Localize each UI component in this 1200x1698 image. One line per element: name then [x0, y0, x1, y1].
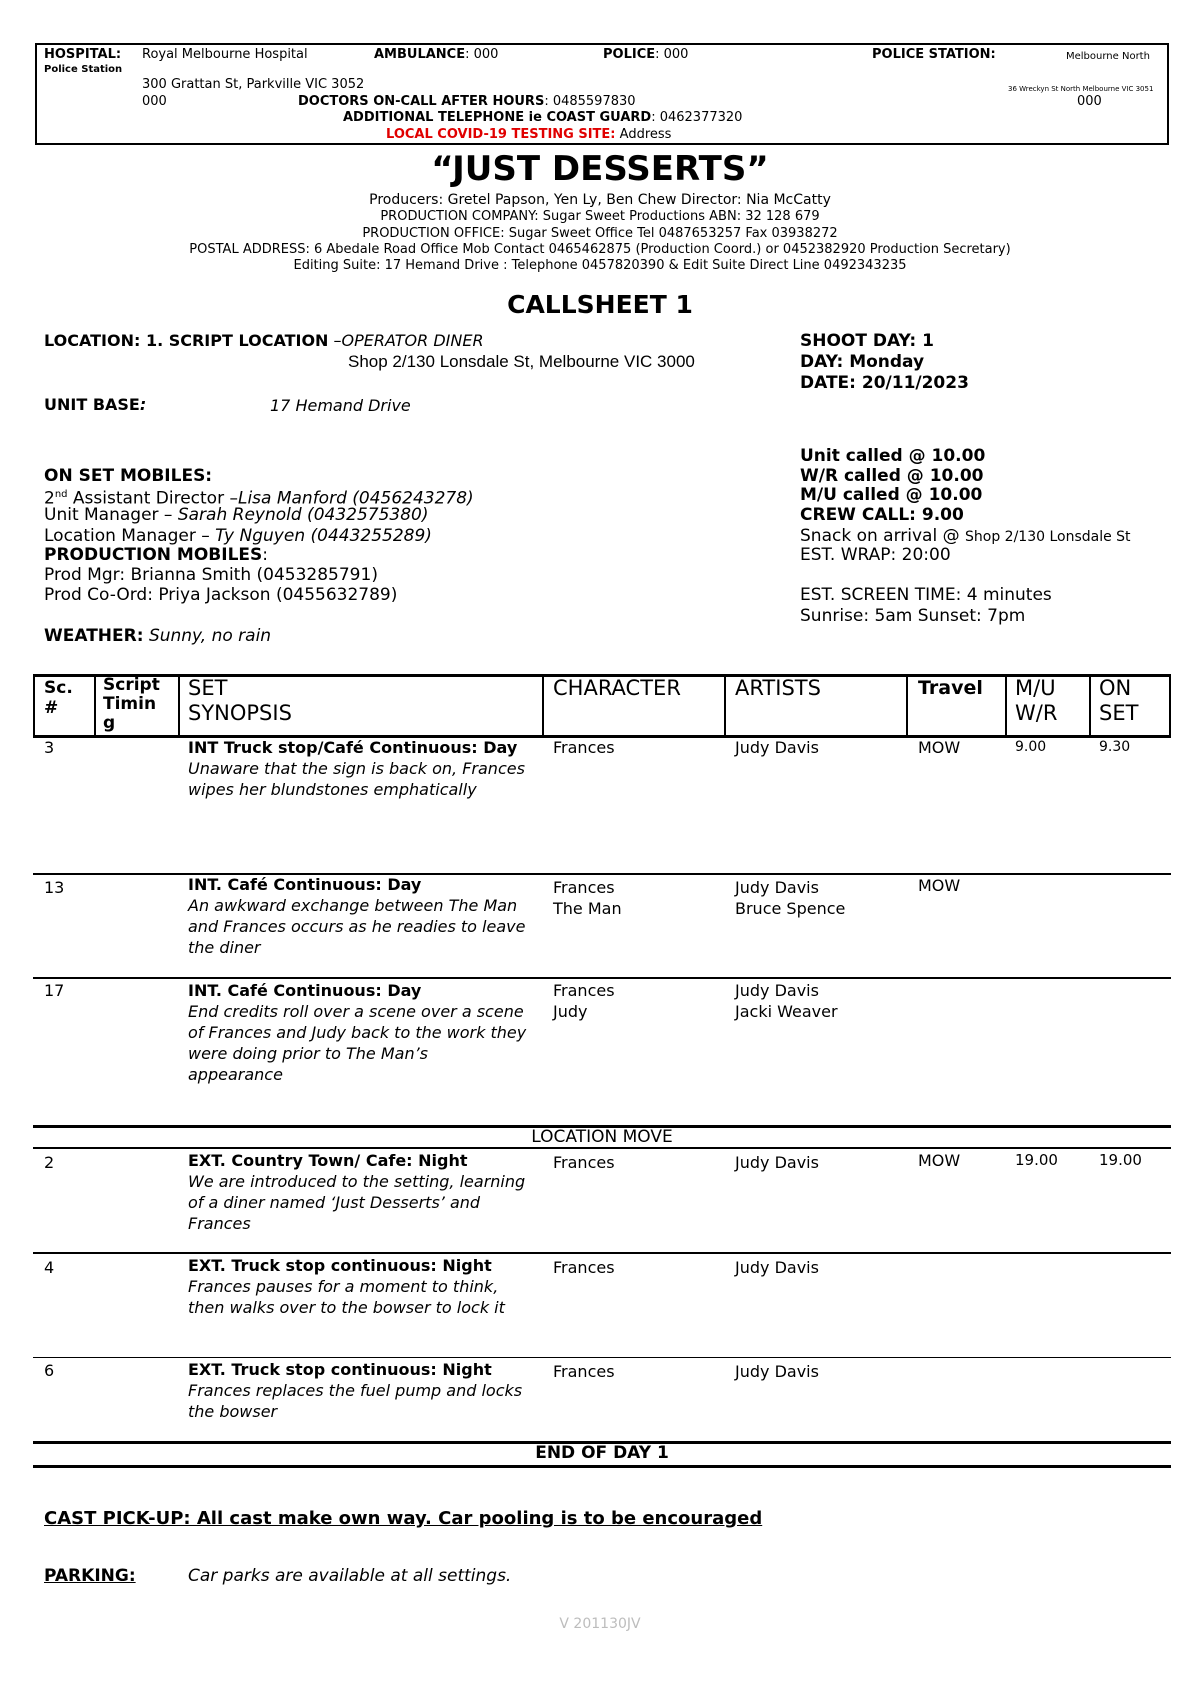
header-divider: [178, 674, 180, 737]
unit-called: Unit called @ 10.00: [800, 446, 986, 466]
travel-value: MOW: [918, 876, 961, 895]
character-name: Frances: [553, 981, 615, 1000]
artist-name: Bruce Spence: [735, 899, 846, 918]
scene-number: 13: [44, 878, 65, 897]
production-mobiles-colon: :: [262, 545, 268, 565]
header-on-set: [1099, 676, 1138, 726]
header-divider: [1005, 674, 1007, 737]
snack-line: [800, 526, 1131, 547]
scene-number: 6: [44, 1361, 55, 1380]
header-set-line-1: SET: [188, 676, 228, 700]
cast-pickup-note: [44, 1508, 762, 1530]
header-set-synopsis: [188, 676, 292, 726]
production-office-line: PRODUCTION OFFICE: Sugar Sweet Office Tel 0487653257 Fax 03938272: [362, 226, 838, 241]
header-timing-line-3: g: [103, 713, 116, 733]
shoot-weekday: DAY: Monday: [800, 352, 925, 372]
covid-value: Address: [615, 127, 672, 142]
ad-role: Assistant Director –: [67, 488, 238, 509]
snack-location: Shop 2/130 Lonsdale St: [965, 529, 1131, 545]
ad-name: Lisa Manford (0456243278): [237, 488, 474, 509]
scene-number: 4: [44, 1258, 55, 1277]
artist-name: Judy Davis: [735, 738, 819, 757]
travel-value: MOW: [918, 1151, 961, 1170]
header-onset-line-1: ON: [1099, 676, 1132, 700]
section-rule: [33, 1465, 1171, 1468]
wr-called: W/R called @ 10.00: [800, 466, 984, 486]
on-set-time: 9.30: [1099, 739, 1131, 755]
scene-description: Frances pauses for a moment to think, then walks over to the bowser to lock it: [188, 1277, 505, 1317]
scene-heading: EXT. Truck stop continuous: Night: [188, 1360, 492, 1379]
um-role: Unit Manager –: [44, 505, 178, 525]
scene-heading: INT. Café Continuous: Day: [188, 981, 422, 1000]
police-station-sub-label: Police Station: [44, 64, 123, 75]
unit-base-label: UNIT BASE: [44, 395, 140, 414]
cast-pickup-text: CAST PICK-UP: All cast make own way. Car pooling is to be encouraged: [44, 1508, 763, 1529]
character-name: Judy: [553, 1002, 588, 1021]
unit-base-line: [44, 395, 146, 415]
ad-suffix: nd: [54, 489, 68, 500]
on-set-time: 19.00: [1099, 1151, 1142, 1169]
end-of-day-label: END OF DAY 1: [535, 1443, 669, 1463]
unit-base-colon: :: [139, 395, 147, 414]
scene-heading: INT. Café Continuous: Day: [188, 875, 422, 894]
header-artists: ARTISTS: [735, 676, 821, 700]
police-line: [603, 47, 688, 63]
character-name: The Man: [553, 899, 622, 918]
production-company-line: PRODUCTION COMPANY: Sugar Sweet Productions ABN: 32 128 679: [380, 209, 820, 224]
ambulance-label: AMBULANCE: [374, 47, 466, 62]
header-divider: [1089, 674, 1091, 737]
scene-synopsis: [188, 737, 528, 800]
weather-label: WEATHER:: [44, 626, 144, 646]
hospital-label: HOSPITAL:: [44, 47, 122, 62]
covid-label: LOCAL COVID-19 TESTING SITE:: [386, 127, 616, 142]
scene-number: 2: [44, 1153, 55, 1172]
header-scene: [44, 678, 73, 718]
scene-description: Unaware that the sign is back on, Frances wipes her blundstones emphatically: [188, 759, 525, 799]
section-rule: [33, 1147, 1171, 1149]
character-name: Frances: [553, 878, 615, 897]
police-value: : 000: [655, 47, 689, 62]
header-onset-line-2: SET: [1099, 701, 1139, 725]
header-mu-line-1: M/U: [1015, 676, 1056, 700]
est-screen-time: EST. SCREEN TIME: 4 minutes: [800, 585, 1052, 605]
additional-label: ADDITIONAL TELEPHONE ie COAST GUARD: [343, 110, 652, 125]
header-timing-line-1: Script: [103, 675, 160, 695]
scene-number: 17: [44, 981, 65, 1000]
police-label: POLICE: [603, 47, 656, 62]
document-version: V 201130JV: [559, 1616, 641, 1632]
header-divider: [724, 674, 726, 737]
mu-called: M/U called @ 10.00: [800, 485, 983, 505]
parking-label-text: PARKING:: [44, 1566, 136, 1586]
parking-value: Car parks are available at all settings.: [188, 1566, 512, 1586]
location-manager-line: [44, 526, 432, 546]
scene-synopsis: [188, 1150, 528, 1234]
scene-number: 3: [44, 738, 55, 757]
header-scene-line-2: #: [44, 698, 59, 718]
doctors-line: [298, 94, 636, 110]
hospital-name: Royal Melbourne Hospital: [142, 47, 308, 62]
location-label: LOCATION: 1. SCRIPT LOCATION: [44, 331, 329, 350]
covid-line: [386, 127, 671, 143]
header-mu-wr: [1015, 676, 1057, 726]
scene-heading: EXT. Truck stop continuous: Night: [188, 1256, 492, 1275]
scene-description: End credits roll over a scene over a scene of Frances and Judy back to the work they were doing prior to The Man’s appearance: [188, 1002, 527, 1084]
artist-name: Judy Davis: [735, 981, 819, 1000]
header-divider: [1169, 674, 1171, 737]
scene-heading: INT Truck stop/Café Continuous: Day: [188, 738, 518, 757]
artist-name: Jacki Weaver: [735, 1002, 838, 1021]
ambulance-value: : 000: [465, 47, 499, 62]
hospital-phone: 000: [142, 94, 167, 109]
row-divider: [33, 977, 1171, 979]
shoot-day: SHOOT DAY: 1: [800, 331, 934, 351]
ad-prefix: 2: [44, 488, 55, 509]
character-name: Frances: [553, 1258, 615, 1277]
shoot-date: DATE: 20/11/2023: [800, 373, 969, 393]
parking-label: [44, 1566, 136, 1586]
artist-name: Judy Davis: [735, 1258, 819, 1277]
doctors-label: DOCTORS ON-CALL AFTER HOURS: [298, 94, 545, 109]
row-divider: [33, 1252, 1171, 1254]
production-title: “JUST DESSERTS”: [431, 149, 769, 189]
row-divider: [33, 1357, 1171, 1358]
scene-heading: EXT. Country Town/ Cafe: Night: [188, 1151, 468, 1170]
lm-role: Location Manager –: [44, 526, 216, 546]
police-station-name: Melbourne North: [1066, 51, 1150, 62]
scene-description: Frances replaces the fuel pump and locks the bowser: [188, 1381, 523, 1421]
artist-name: Judy Davis: [735, 878, 819, 897]
scene-synopsis: [188, 874, 528, 958]
header-divider: [33, 674, 35, 737]
mu-wr-time: 19.00: [1015, 1151, 1058, 1169]
on-set-mobiles-label: ON SET MOBILES:: [44, 466, 213, 486]
hospital-address: 300 Grattan St, Parkville VIC 3052: [142, 77, 365, 92]
header-scene-line-1: Sc.: [44, 678, 73, 698]
callsheet-title: CALLSHEET 1: [507, 290, 693, 319]
unit-base-value: 17 Hemand Drive: [270, 396, 411, 415]
additional-phone-line: [343, 110, 742, 126]
mu-wr-time: 9.00: [1015, 739, 1047, 755]
snack-prefix: Snack on arrival @: [800, 526, 965, 546]
scene-synopsis: [188, 980, 528, 1085]
police-station-label: POLICE STATION:: [872, 47, 996, 62]
sunrise-sunset: Sunrise: 5am Sunset: 7pm: [800, 606, 1026, 626]
header-divider: [906, 674, 908, 737]
scene-description: We are introduced to the setting, learning of a diner named ‘Just Desserts’ and Frances: [188, 1172, 526, 1233]
header-script-timing: [103, 676, 160, 733]
scene-synopsis: [188, 1359, 528, 1422]
weather-value: Sunny, no rain: [148, 626, 272, 646]
police-station-phone: 000: [1077, 94, 1102, 109]
production-mobiles-line: [44, 545, 268, 565]
additional-value: : 0462377320: [651, 110, 743, 125]
location-name: OPERATOR DINER: [341, 331, 484, 350]
header-divider: [542, 674, 544, 737]
artist-name: Judy Davis: [735, 1153, 819, 1172]
character-name: Frances: [553, 1153, 615, 1172]
police-station-address: 36 Wreckyn St North Melbourne VIC 3051: [1008, 85, 1154, 93]
header-character: CHARACTER: [553, 676, 681, 700]
header-divider: [94, 674, 96, 737]
lm-name: Ty Nguyen (0443255289): [215, 526, 432, 546]
header-mu-line-2: W/R: [1015, 701, 1058, 725]
producers-line: Producers: Gretel Papson, Yen Ly, Ben Chew Director: Nia McCatty: [369, 192, 831, 208]
weather-line: [44, 626, 271, 646]
editing-suite-line: Editing Suite: 17 Hemand Drive : Telephone 0457820390 & Edit Suite Direct Line 0492343235: [293, 258, 907, 273]
scene-description: An awkward exchange between The Man and Frances occurs as he readies to leave the diner: [188, 896, 526, 957]
crew-call: CREW CALL: 9.00: [800, 505, 964, 525]
header-set-line-2: SYNOPSIS: [188, 701, 292, 725]
doctors-value: : 0485597830: [544, 94, 636, 109]
travel-value: MOW: [918, 738, 961, 757]
header-timing-line-2: Timin: [103, 694, 157, 714]
est-wrap: EST. WRAP: 20:00: [800, 545, 951, 565]
postal-address-line: POSTAL ADDRESS: 6 Abedale Road Office Mob Contact 0465462875 (Production Coord.) or 0452382920 Production Secretary): [189, 242, 1011, 257]
header-travel: Travel: [918, 677, 983, 699]
character-name: Frances: [553, 738, 615, 757]
ambulance-line: [374, 47, 498, 63]
character-name: Frances: [553, 1362, 615, 1381]
artist-name: Judy Davis: [735, 1362, 819, 1381]
location-address: Shop 2/130 Lonsdale St, Melbourne VIC 3000: [348, 352, 695, 371]
production-mobiles-label: PRODUCTION MOBILES: [44, 545, 263, 565]
prod-coord-line: Prod Co-Ord: Priya Jackson (0455632789): [44, 585, 398, 605]
scene-synopsis: [188, 1255, 528, 1318]
location-line: [44, 331, 484, 351]
um-name: Sarah Reynold (0432575380): [177, 505, 429, 525]
prod-mgr-line: Prod Mgr: Brianna Smith (0453285791): [44, 565, 378, 585]
location-move-label: LOCATION MOVE: [531, 1127, 673, 1147]
location-dash: –: [328, 331, 342, 350]
unit-manager-line: [44, 505, 429, 525]
